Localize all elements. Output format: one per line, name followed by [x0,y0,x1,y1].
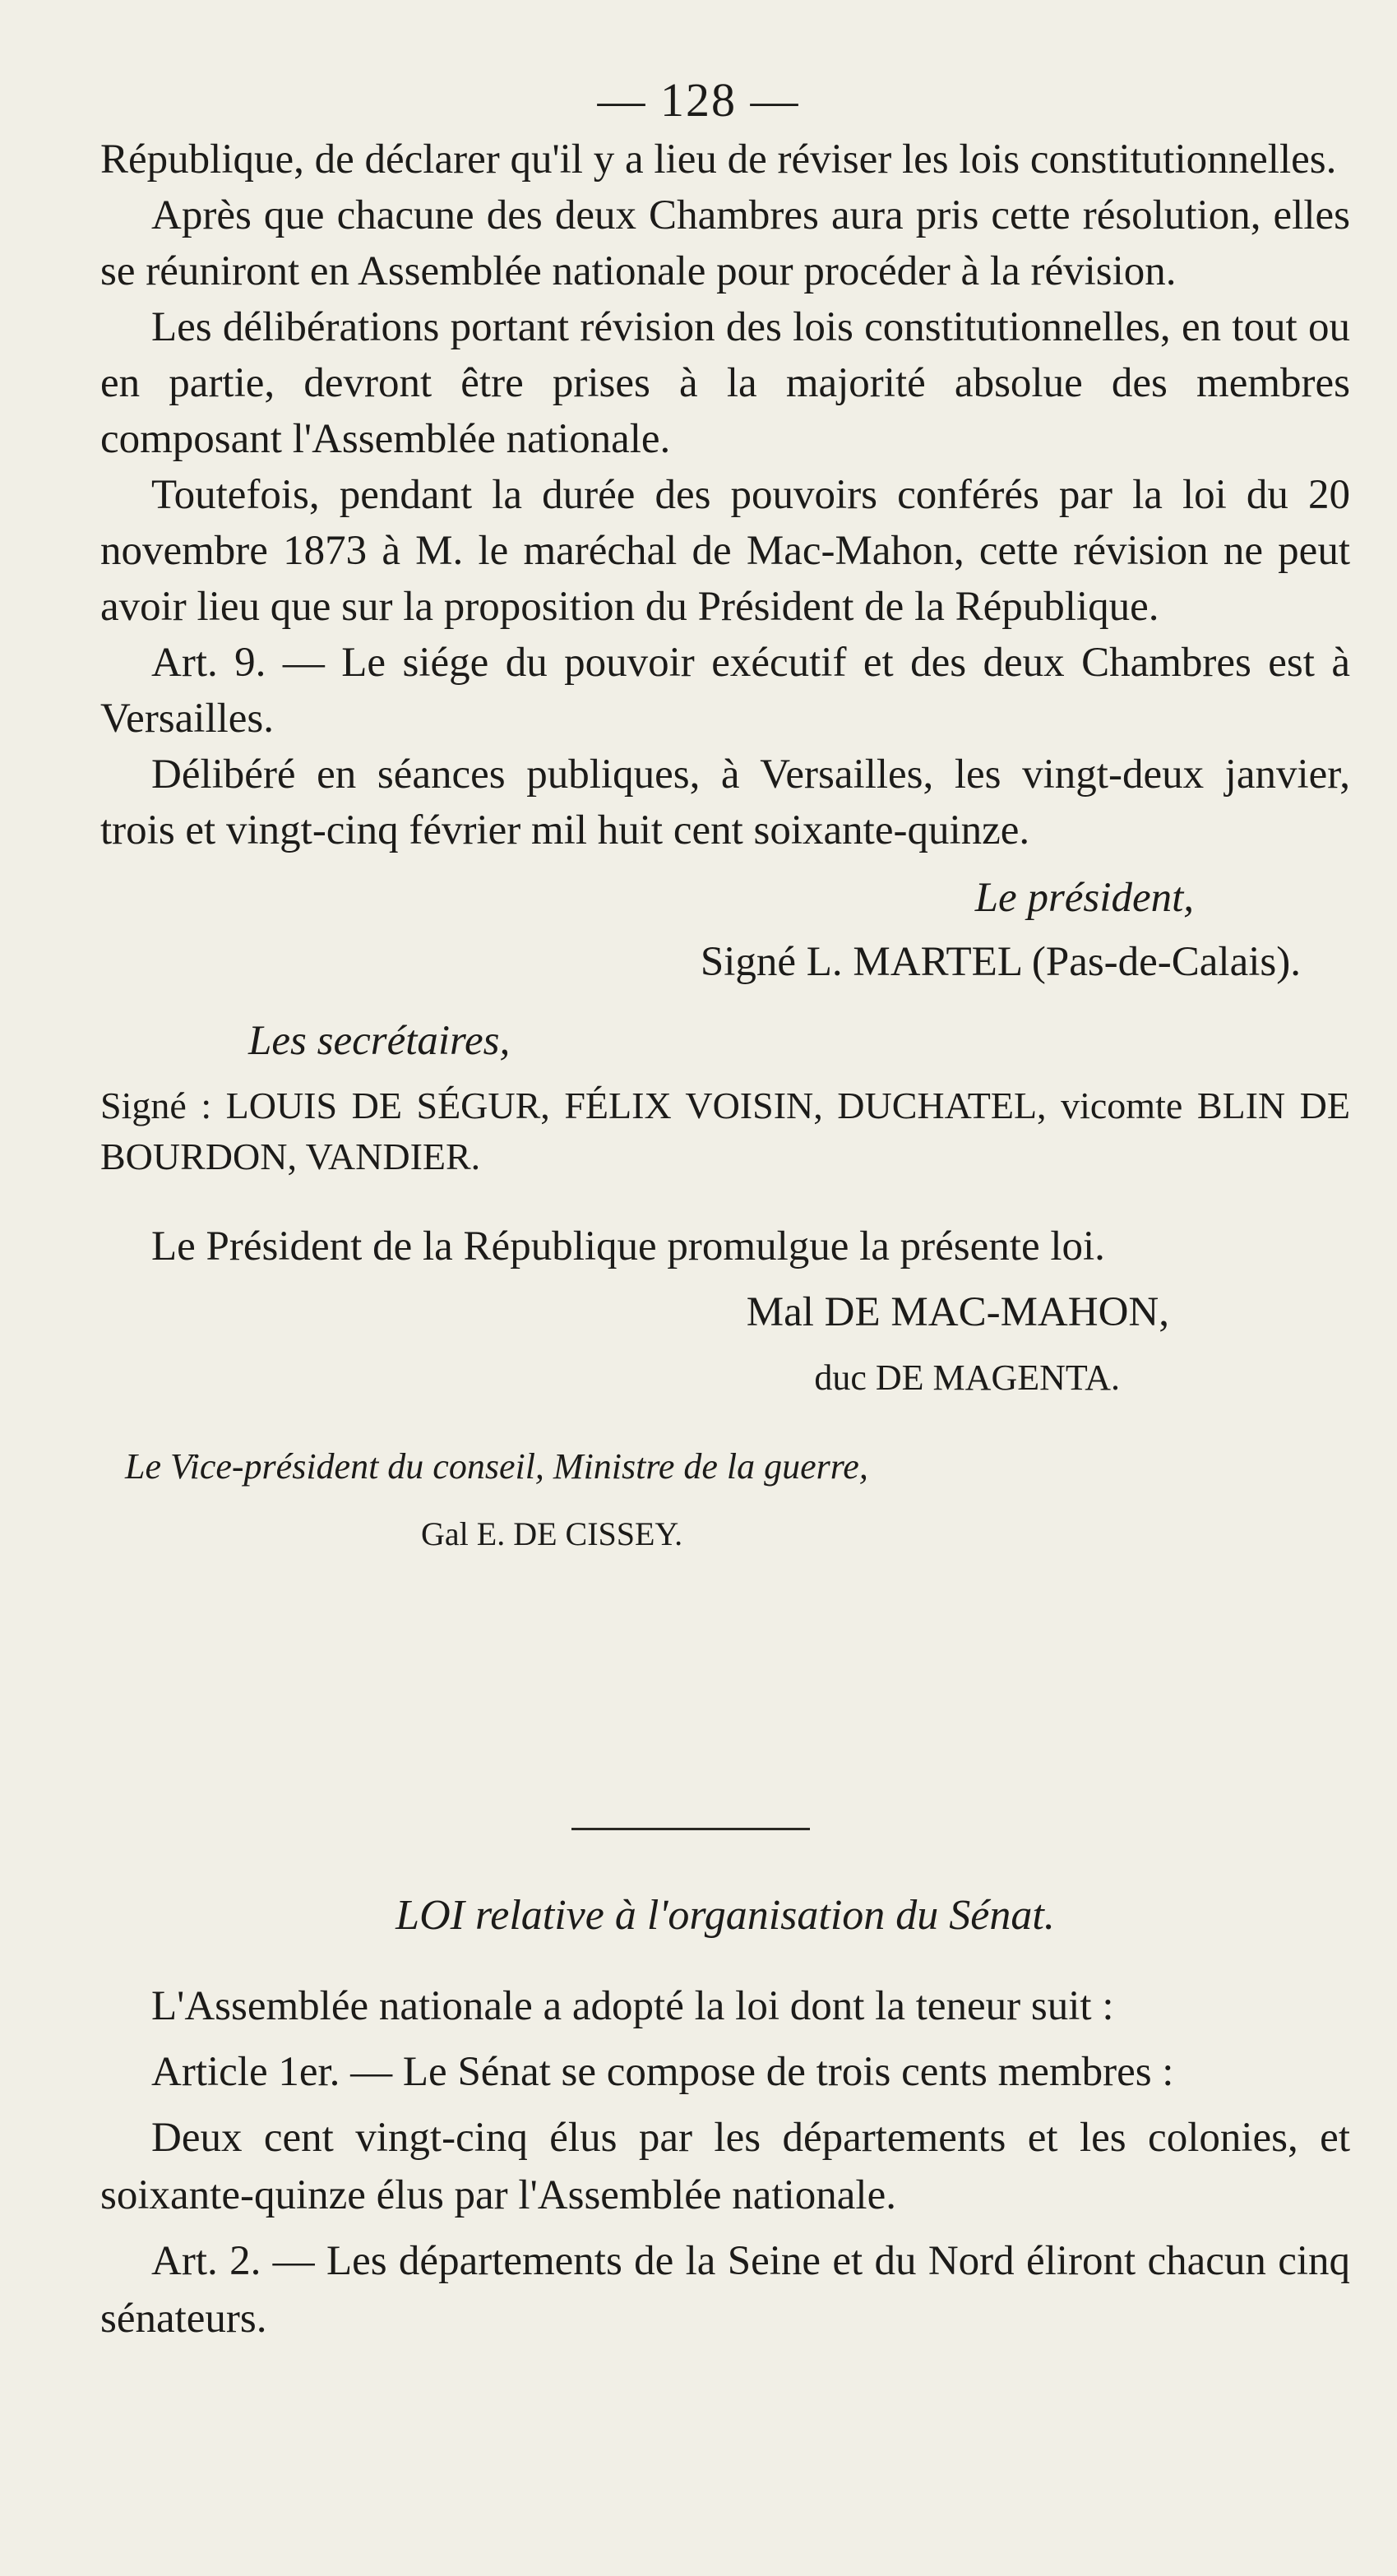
minister-signature: Gal E. DE CISSEY. [421,1515,683,1552]
president-label: Le président, [974,875,1194,921]
paragraph: Les délibérations portant révision des lois constitutionnelles, en tout ou en partie, devront être prises à la majorité absolue des membres composant l'Assemblée nationale. [100,304,1350,462]
paragraph: Après que chacune des deux Chambres aura pris cette résolution, elles se réuniront en Assemblée nationale pour procéder à la révision. [100,192,1350,294]
president-signature: Signé L. MARTEL (Pas-de-Calais). [700,939,1301,985]
minister-label: Le Vice-président du conseil, Ministre de la guerre, [125,1446,868,1487]
loi-section [100,1887,1350,2347]
secretaires-label: Les secrétaires, [248,1018,511,1064]
duc-signature: duc DE MAGENTA. [814,1357,1120,1398]
article-2: Art. 2. — Les départements de la Seine et du Nord éliront chacun cinq sénateurs. [100,2238,1350,2342]
promulgation: Le Président de la République promulgue la présente loi. [151,1223,1105,1270]
paragraph: République, de déclarer qu'il y a lieu de réviser les lois constitutionnelles. [100,136,1337,183]
section-divider [571,1828,810,1830]
article-9: Art. 9. — Le siége du pouvoir exécutif et des deux Chambres est à Versailles. [100,640,1350,742]
marshal-signature: Mal DE MAC-MAHON, [746,1289,1169,1335]
article-1: Article 1er. — Le Sénat se compose de trois cents membres : [151,2049,1174,2095]
paragraph: L'Assemblée nationale a adopté la loi dont la teneur suit : [151,1983,1114,2029]
paragraph: Toutefois, pendant la durée des pouvoirs conférés par la loi du 20 novembre 1873 à M. le maréchal de Mac-Mahon, cette révision ne peut avoir lieu que sur la proposition du Président de la République. [100,472,1350,630]
page-number: — 128 — [597,73,800,127]
paragraph: Deux cent vingt-cinq élus par les départements et les colonies, et soixante-quinze élus par l'Assemblée nationale. [100,2115,1350,2218]
secretaires-signature: Signé : LOUIS DE SÉGUR, FÉLIX VOISIN, DUCHATEL, vicomte BLIN DE BOURDON, VANDIER. [100,1085,1350,1177]
loi-title: LOI relative à l'organisation du Sénat. [396,1892,1055,1939]
deliberation-paragraph: Délibéré en séances publiques, à Versailles, les vingt-deux janvier, trois et vingt-cinq février mil huit cent soixante-quinze. [100,752,1350,853]
main-text [100,132,1350,1562]
